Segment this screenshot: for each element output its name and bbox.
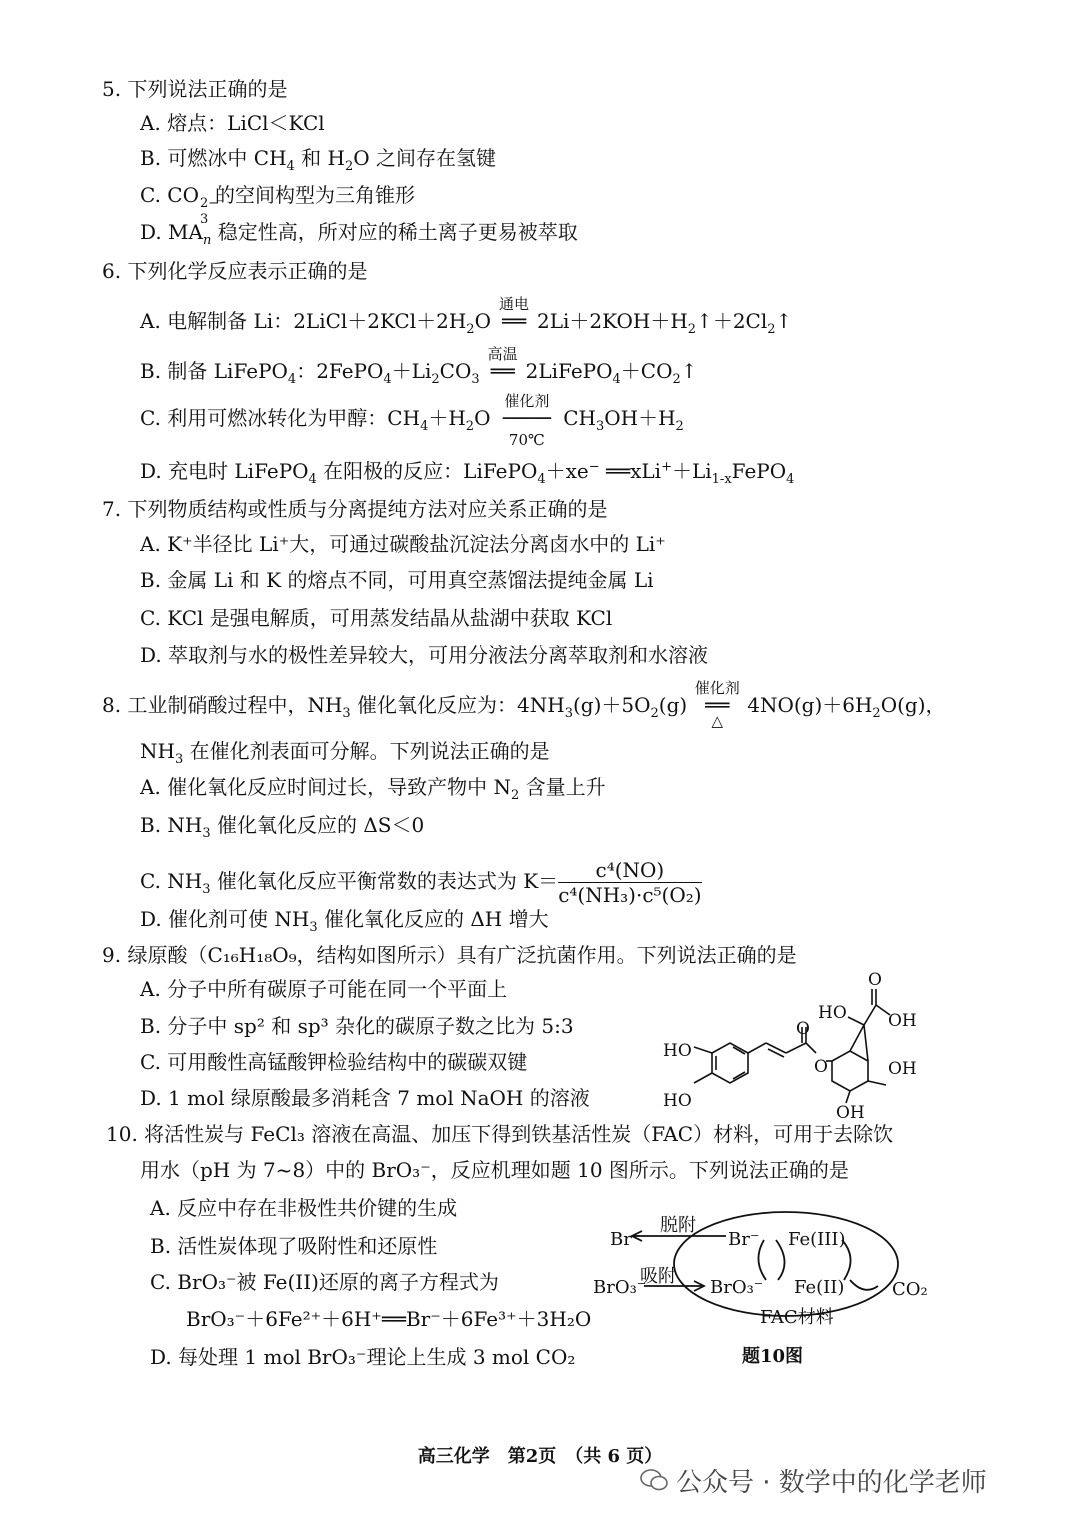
- q5-option-d: D. $MA_n$ 稳定性高，所对应的稀土离子更易被萃取: [140, 220, 578, 248]
- q7-option-b: B. 金属 Li 和 K 的熔点不同，可用真空蒸馏法提纯金属 Li: [140, 568, 654, 592]
- struct-label-ho-1: HO: [663, 1041, 692, 1061]
- struct-label-oh-3: OH: [836, 1103, 865, 1123]
- q9-option-a: A. 分子中所有碳原子可能在同一个平面上: [140, 977, 508, 1001]
- q6-stem: 6. 下列化学反应表示正确的是: [102, 259, 368, 283]
- fig10-bro3-out: BrO₃⁻: [593, 1277, 647, 1298]
- fig10-fe3: Fe(III): [788, 1229, 846, 1250]
- watermark-text: 公众号 · 数学中的化学老师: [676, 1468, 987, 1498]
- q9-option-c: C. 可用酸性高锰酸钾检验结构中的碳碳双键: [140, 1050, 528, 1074]
- struct-label-ho-2: HO: [663, 1091, 692, 1111]
- fig10-bro3-in: BrO₃⁻: [710, 1277, 764, 1298]
- q10-option-c: C. BrO₃⁻被 Fe(II)还原的离子方程式为: [150, 1270, 499, 1294]
- q7-option-c: C. KCl 是强电解质，可用蒸发结晶从盐湖中获取 KCl: [140, 606, 613, 630]
- fig10-material-label: FAC材料: [760, 1307, 834, 1328]
- q6-option-c: C. 利用可燃冰转化为甲醇：$CH_4+H_2O$ 催化剂 ──── 70℃ $CH_3OH+H_2$: [140, 392, 684, 449]
- q5-option-b: B. 可燃冰中 $CH_4$ 和 $H_2O$ 之间存在氢键: [140, 146, 496, 174]
- q9-stem: 9. 绿原酸（C₁₆H₁₈O₉，结构如图所示）具有广泛抗菌作用。下列说法正确的是: [102, 943, 797, 967]
- struct-label-o-1: O: [868, 970, 882, 990]
- q6-option-d: D. 充电时 LiFePO$_4$ 在阳极的反应：LiFePO$_4$＋xe− $══xLi^++Li_{1-x}FePO_4$: [140, 459, 795, 487]
- q10-stem-line2: 用水（pH 为 7~8）中的 BrO₃⁻，反应机理如题 10 图所示。下列说法正确的是: [140, 1158, 849, 1182]
- q10-stem: 10. 将活性炭与 FeCl₃ 溶液在高温、加压下得到铁基活性炭（FAC）材料，可用于去除饮: [106, 1122, 894, 1146]
- q5-stem: 5. 下列说法正确的是: [102, 77, 288, 101]
- fig10-br-in: Br⁻: [728, 1229, 760, 1250]
- struct-label-oh-2: OH: [888, 1059, 917, 1079]
- q7-option-a: A. K⁺半径比 Li⁺大，可通过碳酸盐沉淀法分离卤水中的 Li⁺: [140, 532, 666, 556]
- wechat-icon: [640, 1468, 668, 1492]
- q9-option-d: D. 1 mol 绿原酸最多消耗含 7 mol NaOH 的溶液: [140, 1086, 590, 1110]
- q8-option-d: D. 催化剂可使 $NH_3$ 催化氧化反应的 ΔH 增大: [140, 907, 549, 935]
- q7-stem: 7. 下列物质结构或性质与分离提纯方法对应关系正确的是: [102, 497, 608, 521]
- q5-option-a: A. 熔点：LiCl＜KCl: [140, 111, 325, 135]
- chlorogenic-acid-structure: [650, 975, 940, 1115]
- struct-label-ho-3: HO: [818, 1003, 847, 1023]
- q8-stem: 8. 工业制硝酸过程中，$NH_3$ 催化氧化反应为：$4NH_3(g)+5O_2(g)$ 催化剂 ══ △ $4NO(g)+6H_2O(g)$，: [102, 679, 946, 730]
- q10-option-c-equation: BrO₃⁻＋6Fe²⁺＋6H⁺══Br⁻＋6Fe³⁺＋3H₂O: [186, 1307, 592, 1331]
- fig10-fe2: Fe(II): [794, 1277, 845, 1298]
- q9-option-b: B. 分子中 sp² 和 sp³ 杂化的碳原子数之比为 5:3: [140, 1014, 574, 1038]
- q10-option-b: B. 活性炭体现了吸附性和还原性: [150, 1234, 438, 1258]
- struct-label-o-3: O: [814, 1057, 828, 1077]
- fig10-adsorb-label: 吸附: [640, 1266, 676, 1287]
- q6-option-b: B. 制备 LiFePO$_4$：$2FePO_4+Li_2CO_3$ 高温 ══ $2LiFePO_4+CO_2↑$: [140, 345, 698, 387]
- q5-option-c: C. CO 2− 3 的空间构型为三角锥形: [140, 183, 416, 227]
- q8-stem-line2: $NH_3$ 在催化剂表面可分解。下列说法正确的是: [140, 739, 550, 767]
- q10-option-d: D. 每处理 1 mol BrO₃⁻理论上生成 3 mol CO₂: [150, 1345, 576, 1369]
- fig10-br-out: Br⁻: [610, 1229, 642, 1250]
- fig10-desorb-label: 脱附: [660, 1215, 696, 1236]
- equilibrium-fraction: $\frac{\text{c⁴(NO)}}{\text{c⁴(NH₃)·c⁵(O₂)}}$: [558, 858, 702, 907]
- q10-option-a: A. 反应中存在非极性共价键的生成: [150, 1196, 458, 1220]
- page-footer: 高三化学 第2页 （共 6 页）: [417, 1446, 663, 1467]
- q8-option-c: C. $NH_3$ 催化氧化反应平衡常数的表达式为 K＝ $\frac{\text{c⁴(NO)}}{\text{c⁴(NH₃)·c⁵(O₂)}}$: [140, 858, 702, 907]
- struct-label-o-2: O: [796, 1019, 810, 1039]
- fig10-co2: CO₂: [892, 1279, 928, 1300]
- q8-option-a: A. 催化氧化反应时间过长，导致产物中 $N_2$ 含量上升: [140, 775, 606, 803]
- q8-option-b: B. $NH_3$ 催化氧化反应的 ΔS＜0: [140, 813, 425, 841]
- q6-option-a: A. 电解制备 Li：$2LiCl+2KCl+2H_2O$ 通电 ══ $2Li+2KOH+H_2↑+2Cl_2↑$: [140, 295, 793, 337]
- q7-option-d: D. 萃取剂与水的极性差异较大，可用分液法分离萃取剂和水溶液: [140, 643, 709, 667]
- fig10-caption: 题10图: [742, 1346, 804, 1367]
- struct-label-oh-1: OH: [888, 1011, 917, 1031]
